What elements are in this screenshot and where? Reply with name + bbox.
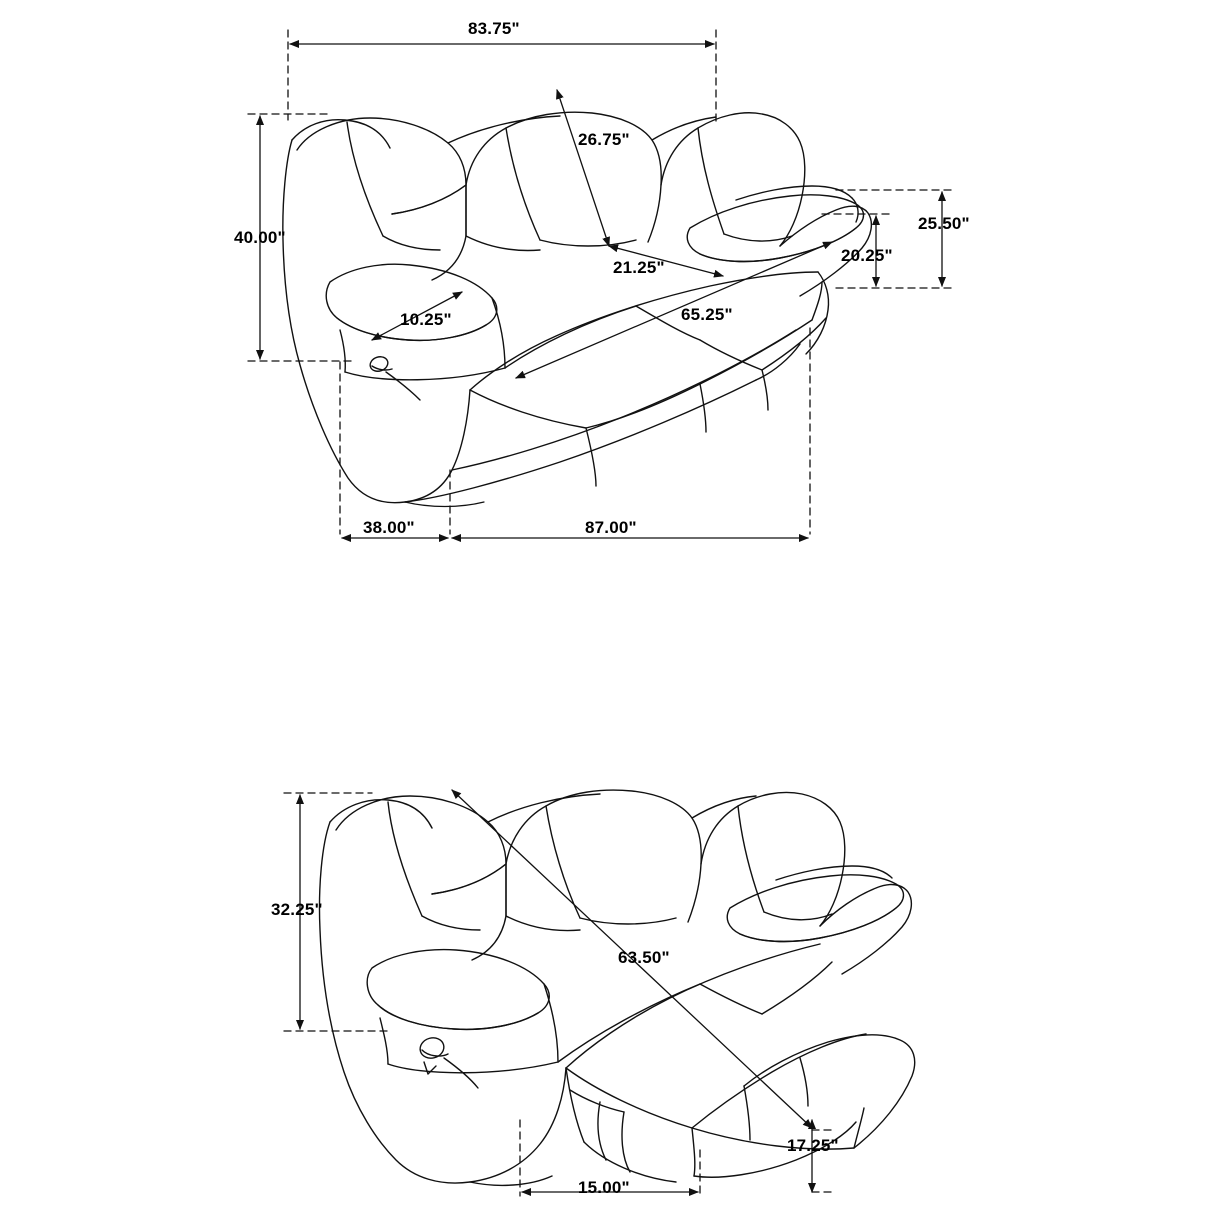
dimension-label-armrest-width: 10.25" [400, 310, 452, 329]
dimension-label-overall-width-bottom: 87.00" [585, 518, 637, 537]
dimension-label-seat-width: 65.25" [681, 305, 733, 324]
dimension-label-seat-depth: 21.25" [613, 258, 665, 277]
dimension-label-backrest-height: 26.75" [578, 130, 630, 149]
dimension-label-overall-width-top: 83.75" [468, 19, 520, 38]
dimension-label-footrest-extension: 15.00" [578, 1178, 630, 1197]
dimension-label-seat-height: 20.25" [841, 246, 893, 265]
dimension-label-footrest-height: 17.25" [787, 1136, 839, 1155]
reclined-dimension-lines [284, 790, 834, 1196]
dimension-label-overall-height: 40.00" [234, 228, 286, 247]
dimension-label-reclined-height: 32.25" [271, 900, 323, 919]
upright-dimension-lines [248, 30, 952, 538]
sofa-upright-illustration [283, 112, 872, 506]
dimension-label-arm-height: 25.50" [918, 214, 970, 233]
dimension-label-reclined-depth: 63.50" [618, 948, 670, 967]
dimension-label-depth-side: 38.00" [363, 518, 415, 537]
sofa-reclined-illustration [319, 790, 914, 1185]
